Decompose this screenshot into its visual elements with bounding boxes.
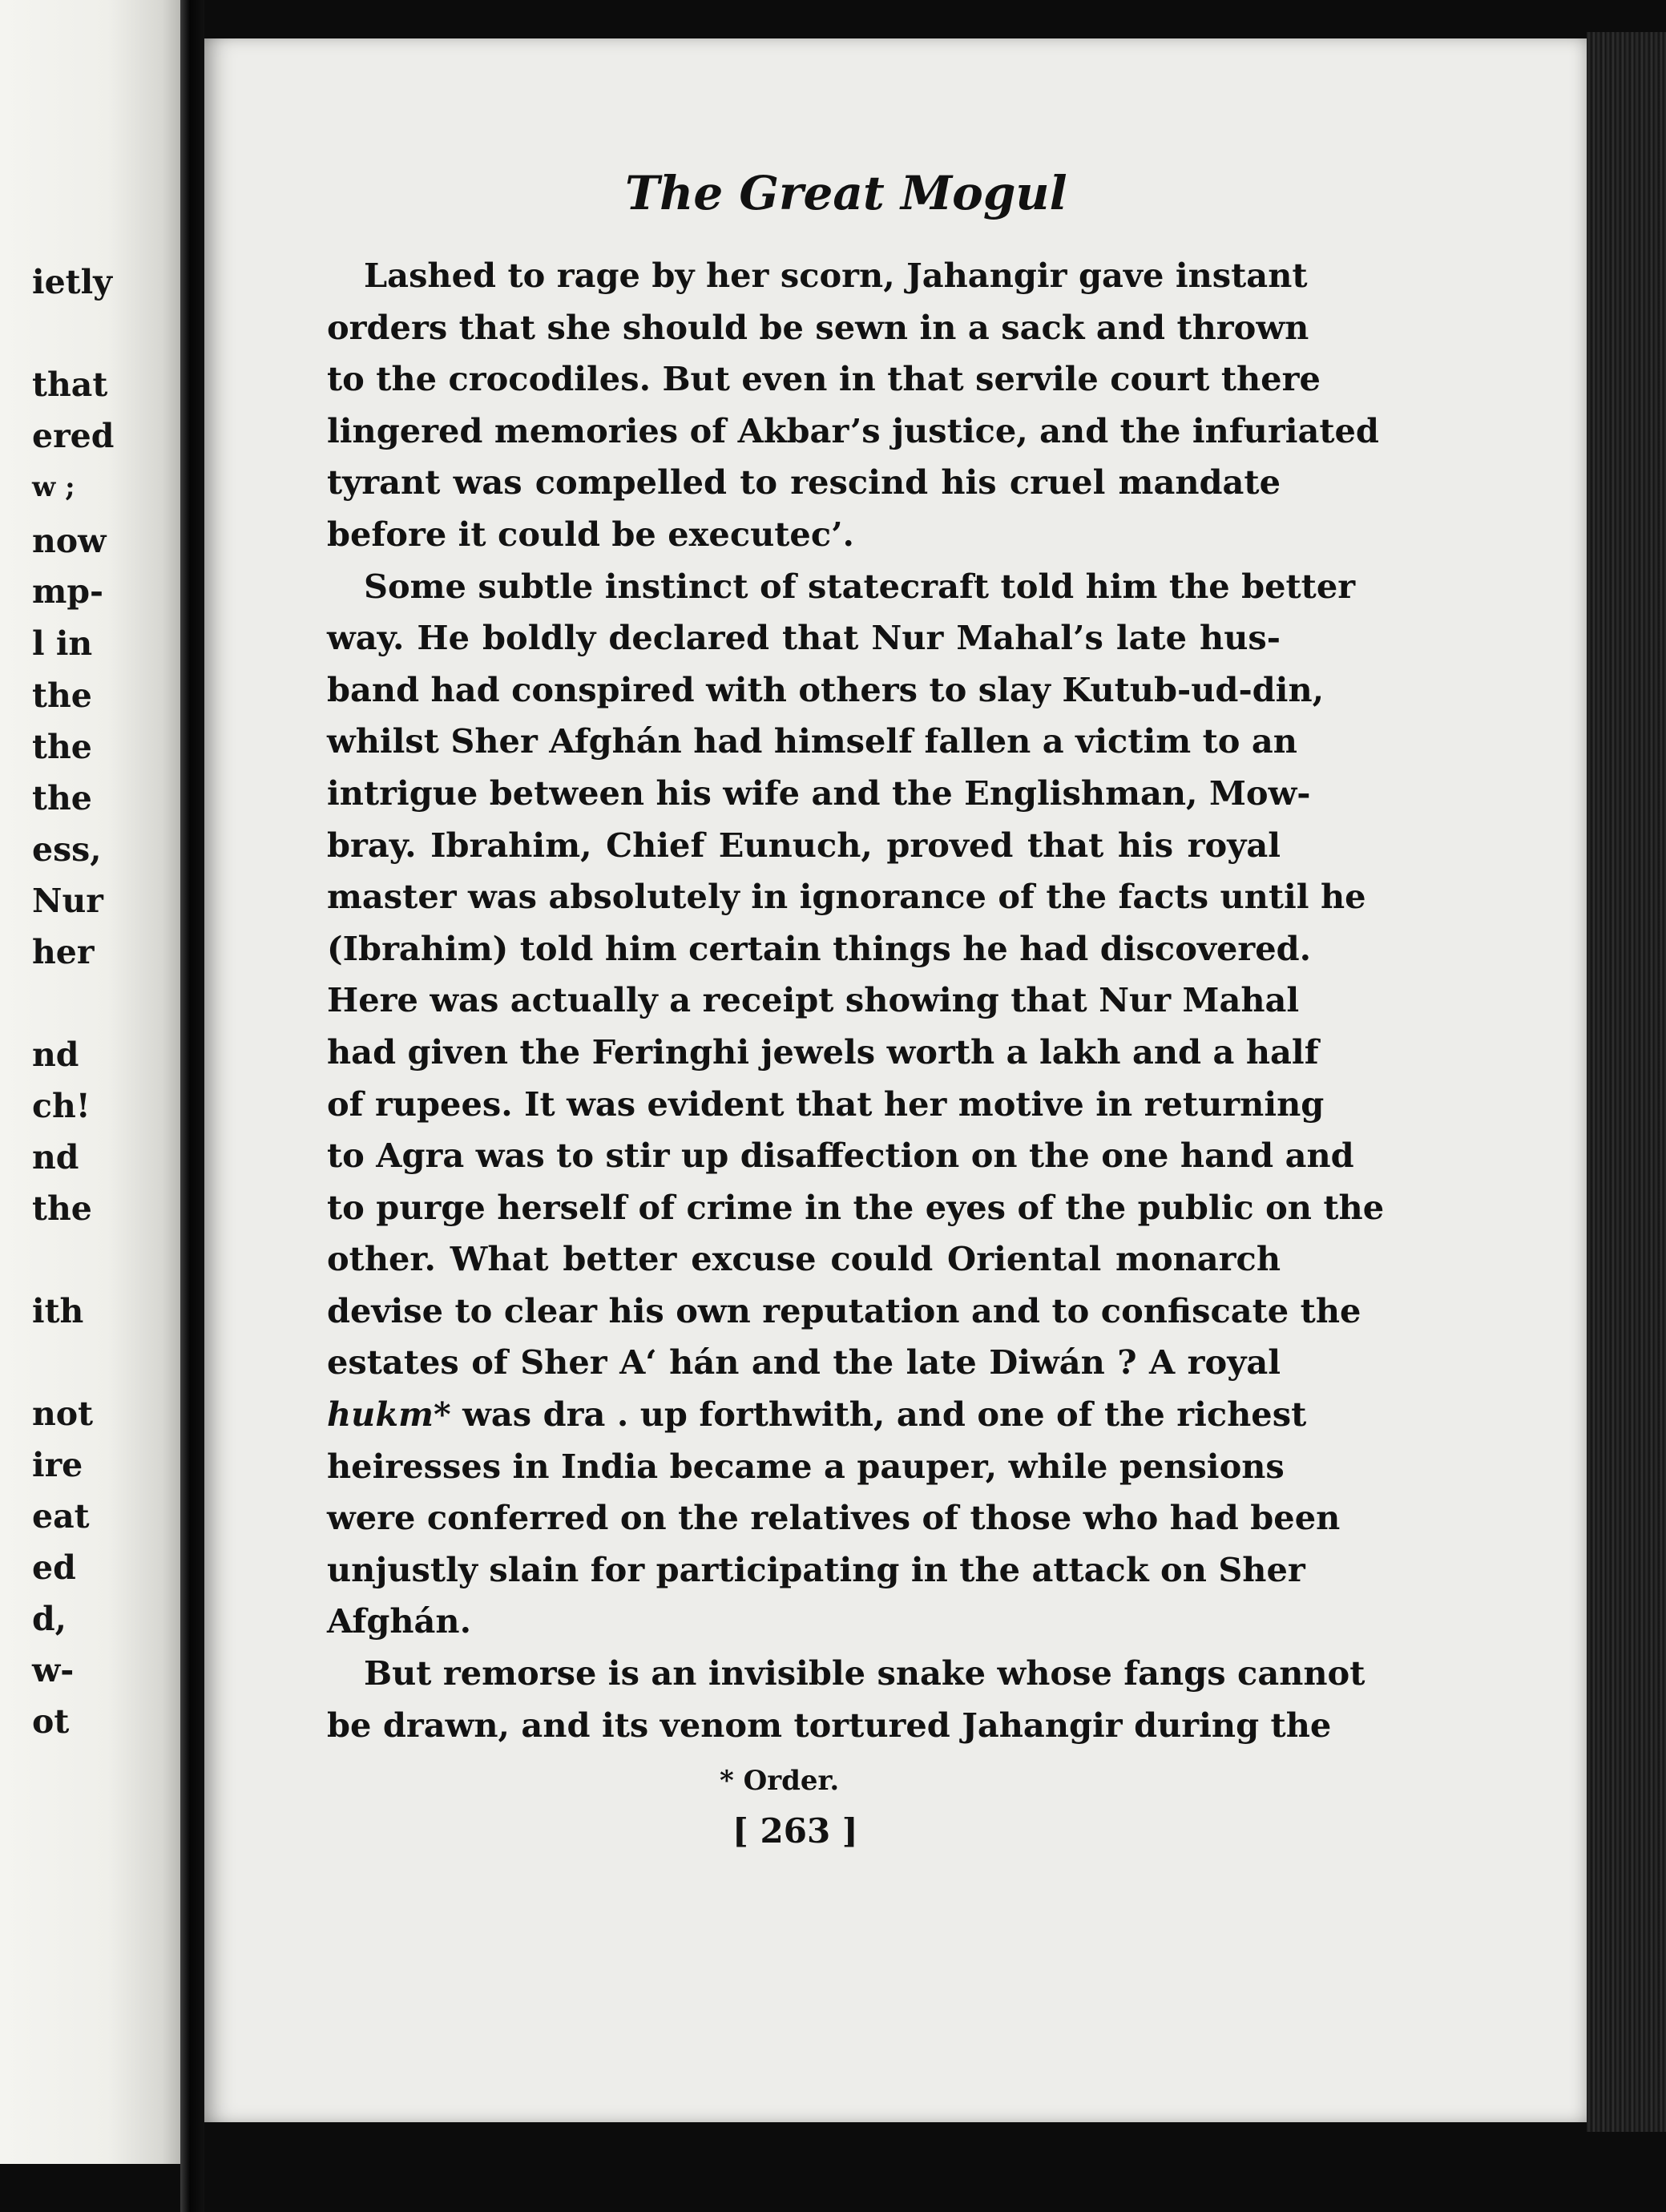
left-fragment: l in [32,624,93,663]
text-line: lingered memories of Akbar’s justice, and the infuriated [327,410,1379,450]
left-fragment: the [32,676,92,715]
page-edges [1587,32,1666,2132]
left-facing-page [0,0,180,2164]
page-number: [ 263 ] [732,1811,858,1851]
text-line: before it could be executec’. [327,514,855,554]
left-fragment: ire [32,1446,83,1484]
book-gutter [180,0,204,2212]
text-line: be drawn, and its venom tortured Jahangir during the [327,1705,1332,1745]
left-fragment: mp- [32,572,104,611]
text-line: of rupees. It was evident that her motive in returning [327,1084,1325,1124]
text-line: were conferred on the relatives of those who had been [327,1498,1341,1538]
text-line: way. He boldly declared that Nur Mahal’s late hus- [327,618,1281,658]
left-fragment: ietly [32,263,112,301]
body-text [327,250,1385,1751]
left-fragment: Nur [32,882,103,920]
italic-word-hukm: hukm* [327,1395,451,1435]
text-line: orders that she should be sewn in a sack and thrown [327,307,1309,347]
text-line: (Ibrahim) told him certain things he had discovered. [327,928,1312,968]
text-line: tyrant was compelled to rescind his cruel mandate [327,462,1281,503]
left-fragment: ot [32,1702,70,1741]
left-fragment: her [32,933,95,971]
running-head: The Great Mogul [625,166,1067,220]
text-line: to purge herself of crime in the eyes of the public on the [327,1187,1385,1227]
text-line: whilst Sher Afghán had himself fallen a victim to an [327,721,1297,761]
left-fragment: ith [32,1292,84,1330]
left-fragment: ered [32,417,115,455]
text-line: had given the Feringhi jewels worth a lakh and a half [327,1031,1319,1072]
text-line-rest: was dra . up forthwith, and one of the richest [462,1395,1307,1435]
left-fragment: ch! [32,1087,91,1125]
left-fragment: nd [32,1035,79,1074]
text-line: Here was actually a receipt showing that Nur Mahal [327,980,1300,1020]
text-line: intrigue between his wife and the Englishman, Mow- [327,773,1311,813]
text-line: heiresses in India became a pauper, while pensions [327,1446,1285,1486]
left-fragment: the [32,779,92,817]
text-line: Some subtle instinct of statecraft told him the better [364,566,1356,606]
left-fragment: the [32,728,92,766]
left-fragment: nd [32,1138,79,1177]
left-fragment: d, [32,1600,67,1638]
text-line: bray. Ibrahim, Chief Eunuch, proved that his royal [327,825,1281,865]
text-line: to the crocodiles. But even in that servile court there [327,359,1321,399]
text-line-with-italic [327,1389,1307,1441]
left-fragment: eat [32,1497,90,1536]
text-line: to Agra was to stir up disaffection on the one hand and [327,1136,1354,1176]
text-line: Lashed to rage by her scorn, Jahangir gave instant [364,256,1308,295]
left-fragment: the [32,1189,92,1228]
left-fragment: that [32,365,108,404]
left-fragment: w- [32,1651,75,1689]
left-fragment: ess, [32,830,102,869]
text-line: master was absolutely in ignorance of the facts until he [327,877,1366,917]
left-fragment: w ; [32,471,75,503]
text-line: unjustly slain for participating in the attack on Sher [327,1549,1305,1589]
left-fragment: ed [32,1548,76,1587]
left-fragment: not [32,1395,94,1433]
text-line: But remorse is an invisible snake whose fangs cannot [364,1653,1365,1693]
text-line: estates of Sher A‘ hán and the late Diwán ? A royal [327,1342,1281,1382]
footnote: * Order. [720,1765,840,1797]
text-line: devise to clear his own reputation and to confiscate the [327,1290,1361,1330]
left-page-text-fragments [0,0,180,2164]
text-line: Afghán. [327,1601,472,1641]
text-line: band had conspired with others to slay Kutub-ud-din, [327,669,1325,709]
text-line: other. What better excuse could Oriental monarch [327,1239,1281,1279]
left-fragment: now [32,522,107,560]
